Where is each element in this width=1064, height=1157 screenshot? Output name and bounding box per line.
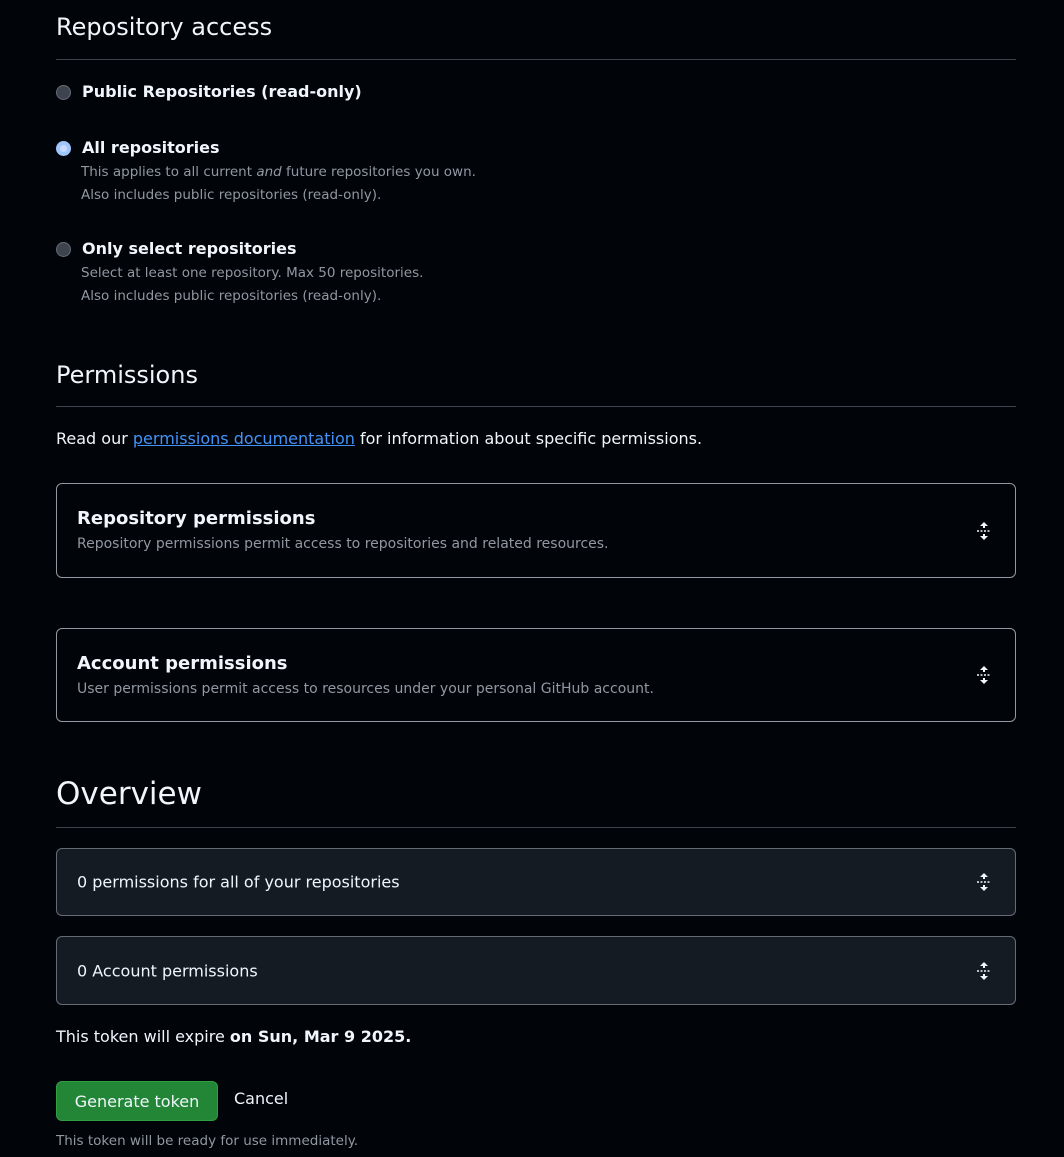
unfold-icon[interactable] <box>975 961 993 981</box>
divider <box>56 827 1016 828</box>
account-permissions-panel[interactable] <box>56 628 1016 722</box>
unfold-icon[interactable] <box>975 665 993 685</box>
repository-permissions-summary[interactable] <box>56 848 1016 916</box>
repository-permissions-desc: Repository permissions permit access to repositories and related resources. <box>77 536 609 552</box>
radio-public-repositories[interactable] <box>56 85 71 100</box>
permissions-intro: Read our permissions documentation for information about specific permissions. <box>56 429 703 448</box>
select-repositories-note: Select at least one repository. Max 50 repositories. Also includes public repositories (read-only). <box>81 265 424 304</box>
generate-token-button[interactable]: Generate token <box>56 1081 218 1121</box>
account-permissions-title: Account permissions <box>77 653 288 674</box>
permissions-heading: Permissions <box>56 361 198 389</box>
account-summary-text: 0 Account permissions <box>77 961 258 980</box>
token-ready-note: This token will be ready for use immediately. <box>56 1133 359 1149</box>
all-repositories-note: This applies to all current and future repositories you own. Also includes public repositories (read-only). <box>81 164 476 203</box>
permissions-documentation-link[interactable]: permissions documentation <box>132 429 355 448</box>
account-permissions-desc: User permissions permit access to resources under your personal GitHub account. <box>77 681 654 697</box>
divider <box>56 59 1016 60</box>
select-repositories-label[interactable]: Only select repositories <box>82 239 297 258</box>
overview-heading: Overview <box>56 776 202 812</box>
account-permissions-summary[interactable] <box>56 936 1016 1005</box>
radio-all-repositories[interactable] <box>56 141 71 156</box>
cancel-button[interactable]: Cancel <box>234 1089 289 1108</box>
repository-permissions-title: Repository permissions <box>77 508 316 529</box>
public-repositories-label[interactable]: Public Repositories (read-only) <box>82 82 362 101</box>
unfold-icon[interactable] <box>975 521 993 541</box>
all-repositories-label[interactable]: All repositories <box>82 138 220 157</box>
expiration-text: This token will expire on Sun, Mar 9 2025. <box>56 1027 412 1046</box>
radio-select-repositories[interactable] <box>56 242 71 257</box>
repository-summary-text: 0 permissions for all of your repositories <box>77 872 400 892</box>
repository-permissions-panel[interactable] <box>56 483 1016 578</box>
repository-access-heading: Repository access <box>56 13 273 41</box>
divider <box>56 406 1016 407</box>
unfold-icon[interactable] <box>975 872 993 892</box>
